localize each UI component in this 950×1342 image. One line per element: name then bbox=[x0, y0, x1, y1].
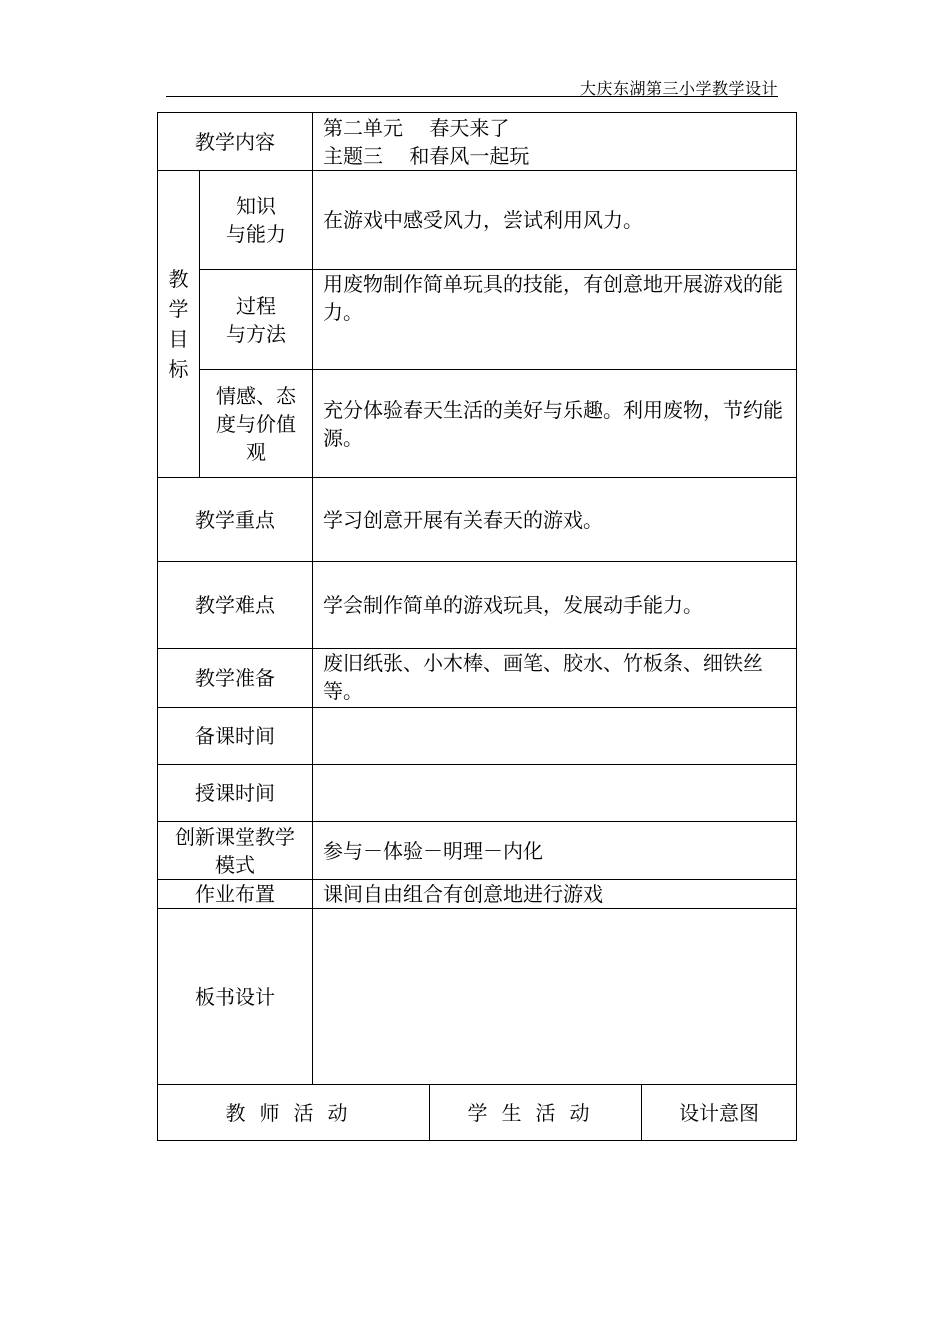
row-difficulty bbox=[158, 562, 797, 649]
header-rule bbox=[166, 96, 778, 97]
student-activity-header: 学生活动 bbox=[430, 1085, 642, 1141]
teach-time-label: 授课时间 bbox=[158, 765, 313, 822]
unit-title: 第二单元 春天来了 bbox=[323, 115, 510, 140]
goals-label: 教 学 目 标 bbox=[158, 171, 200, 478]
teacher-activity-header: 教师活动 bbox=[158, 1085, 430, 1141]
row-focus bbox=[158, 478, 797, 562]
row-prep-time bbox=[158, 708, 797, 765]
prep-time-value bbox=[313, 708, 797, 765]
prep-time-label: 备课时间 bbox=[158, 708, 313, 765]
process-label: 过程 与方法 bbox=[200, 270, 313, 370]
knowledge-text: 在游戏中感受风力，尝试利用风力。 bbox=[313, 171, 797, 270]
difficulty-text: 学会制作简单的游戏玩具，发展动手能力。 bbox=[313, 562, 797, 649]
row-homework bbox=[158, 880, 797, 909]
row-mode bbox=[158, 822, 797, 880]
homework-text: 课间自由组合有创意地进行游戏 bbox=[313, 880, 797, 909]
emotion-text: 充分体验春天生活的美好与乐趣。利用废物，节约能源。 bbox=[313, 370, 797, 478]
emotion-label: 情感、态 度与价值 观 bbox=[200, 370, 313, 478]
row-goal-knowledge bbox=[158, 171, 797, 270]
focus-label: 教学重点 bbox=[158, 478, 313, 562]
content-label: 教学内容 bbox=[158, 113, 313, 171]
document-header: 大庆东湖第三小学教学设计 bbox=[579, 79, 778, 98]
row-activities-header bbox=[158, 1085, 797, 1141]
theme-title: 主题三 和春风一起玩 bbox=[323, 143, 530, 168]
mode-label: 创新课堂教学 模式 bbox=[158, 822, 313, 880]
preparation-text: 废旧纸张、小木棒、画笔、胶水、竹板条、细铁丝等。 bbox=[313, 649, 797, 708]
homework-label: 作业布置 bbox=[158, 880, 313, 909]
difficulty-label: 教学难点 bbox=[158, 562, 313, 649]
teach-time-value bbox=[313, 765, 797, 822]
row-content bbox=[158, 113, 797, 171]
row-goal-process bbox=[158, 270, 797, 370]
row-preparation bbox=[158, 649, 797, 708]
content-cell bbox=[313, 113, 797, 171]
process-text: 用废物制作简单玩具的技能，有创意地开展游戏的能力。 bbox=[313, 270, 797, 370]
focus-text: 学习创意开展有关春天的游戏。 bbox=[313, 478, 797, 562]
knowledge-label: 知识 与能力 bbox=[200, 171, 313, 270]
row-goal-emotion bbox=[158, 370, 797, 478]
row-teach-time bbox=[158, 765, 797, 822]
design-intent-header: 设计意图 bbox=[642, 1085, 797, 1141]
mode-text: 参与－体验－明理－内化 bbox=[313, 822, 797, 880]
board-label: 板书设计 bbox=[158, 909, 313, 1085]
row-board bbox=[158, 909, 797, 1085]
lesson-plan-table bbox=[157, 112, 797, 1141]
board-content bbox=[313, 909, 797, 1085]
preparation-label: 教学准备 bbox=[158, 649, 313, 708]
